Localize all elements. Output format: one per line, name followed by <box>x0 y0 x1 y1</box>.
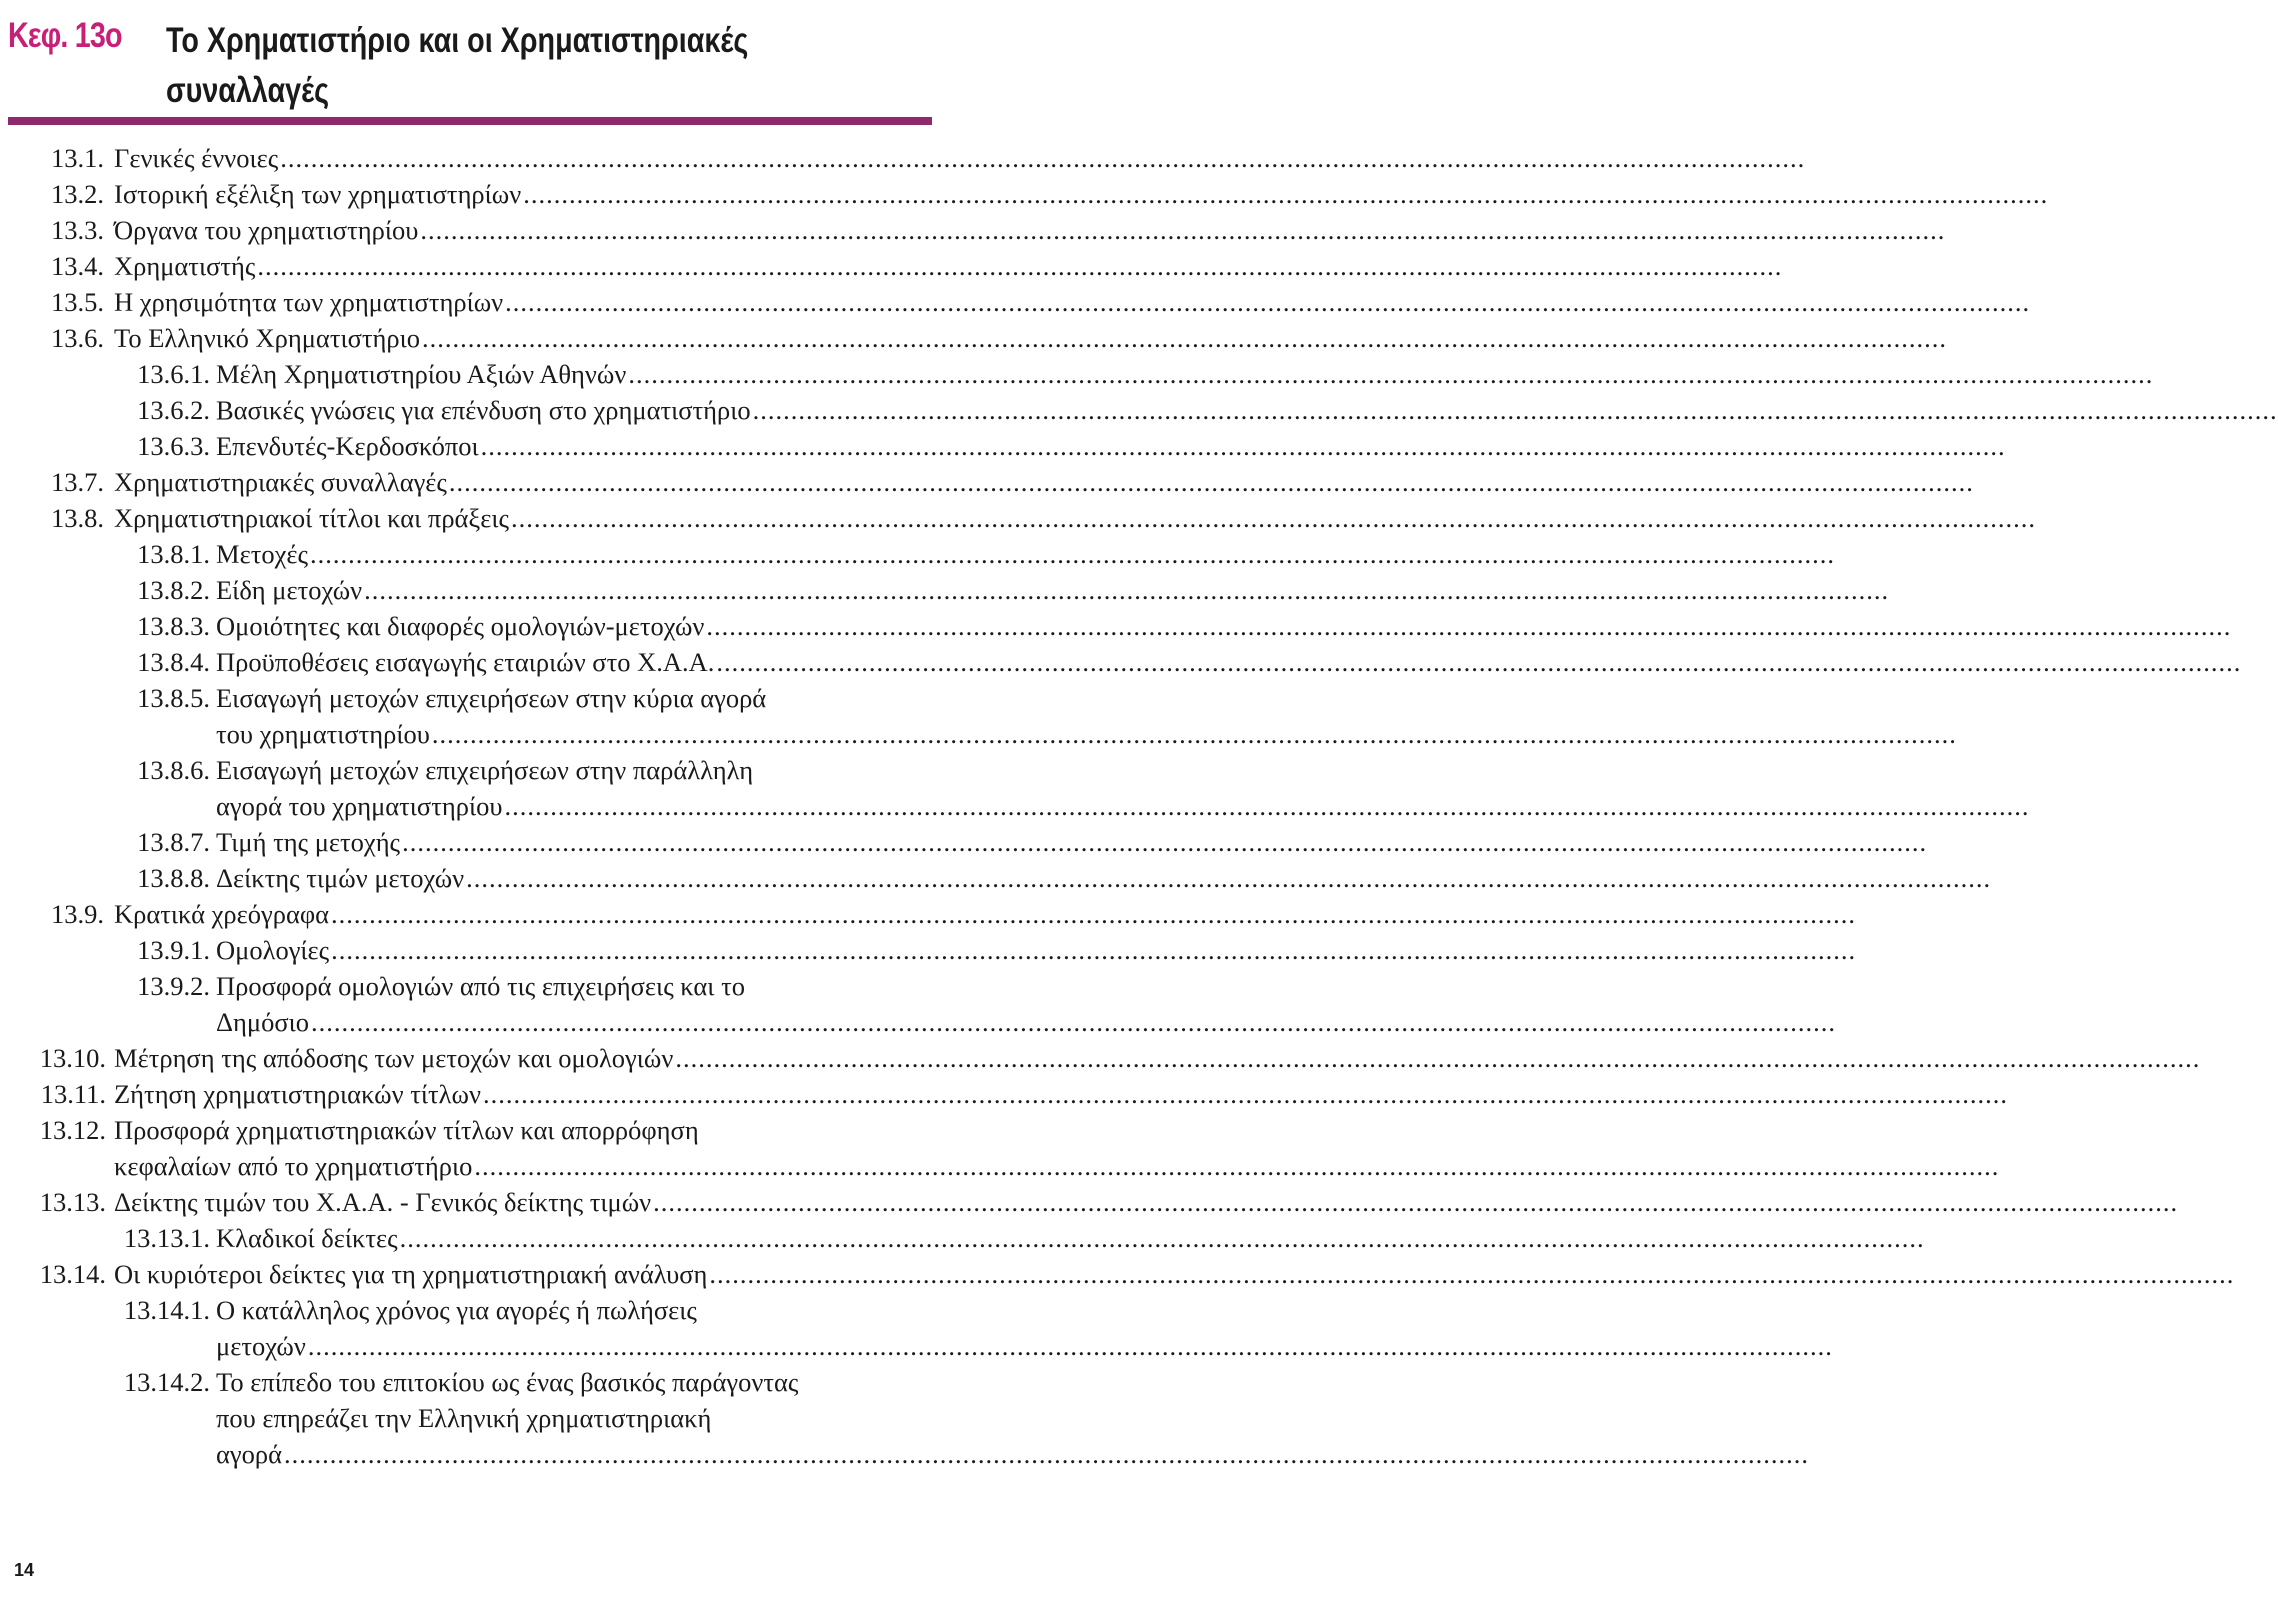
toc-entry-line <box>114 1040 2201 1076</box>
toc-entry-title <box>216 680 1957 752</box>
toc-entry[interactable] <box>0 1220 1925 1256</box>
toc-entry-title <box>216 968 1837 1040</box>
toc-entry-line <box>114 176 2049 212</box>
chapter-title-line: Το Χρηματιστήριο και οι Χρηματιστηριακές <box>166 21 749 60</box>
toc-entry-line <box>216 1400 882 1436</box>
toc-entry-number: 13.8.8. <box>137 863 210 893</box>
toc-entry-title <box>114 140 1806 176</box>
toc-entry[interactable] <box>0 1256 2235 1292</box>
toc-entry-text: Γενικές έννοιες <box>114 143 279 173</box>
toc-entry-line <box>216 356 2154 392</box>
toc-entry-line <box>216 608 2232 644</box>
toc-entry-line <box>216 860 1992 896</box>
toc-entry-number: 13.7. <box>51 467 104 497</box>
toc-entry-title <box>216 392 2278 428</box>
toc-entry-line <box>216 968 882 1004</box>
toc-entry-line <box>216 536 1835 572</box>
toc-entry-line <box>114 1076 2008 1112</box>
dot-leader: ........................................................................................................................................................................................................ <box>752 395 2278 425</box>
dot-leader: ........................................................................................................................................................................................................ <box>482 1079 2008 1109</box>
toc-entry-number: 13.8.7. <box>137 827 210 857</box>
toc-entry-title <box>216 1364 1809 1472</box>
toc-entry-line <box>216 788 2030 824</box>
toc-entry-text: Προϋποθέσεις εισαγωγής εταιριών στο Χ.Α.Α. <box>216 647 715 677</box>
toc-entry-text: αγορά του χρηματιστηρίου <box>216 791 503 821</box>
toc-entry-title <box>114 896 1857 932</box>
toc-entry-title <box>216 752 2030 824</box>
toc-entry-text: Η χρησιμότητα των χρηματιστηρίων <box>114 287 504 317</box>
toc-entry-title <box>216 932 1857 968</box>
toc-entry-title <box>216 1292 1833 1364</box>
toc-entry-line <box>216 1364 882 1400</box>
toc-entry-text: Μέτρηση της απόδοσης των μετοχών και ομολογιών <box>114 1043 674 1073</box>
dot-leader: ........................................................................................................................................................................................................ <box>422 323 1947 353</box>
dot-leader: ........................................................................................................................................................................................................ <box>505 287 2031 317</box>
toc-entry-text: Είδη μετοχών <box>216 575 363 605</box>
toc-entry-title <box>114 1184 2179 1220</box>
toc-entry-text: Το Ελληνικό Χρηματιστήριο <box>114 323 420 353</box>
chapter-title <box>166 16 789 116</box>
toc-entry-title <box>216 428 2006 464</box>
toc-entry-number: 13.9.2. <box>137 971 210 1001</box>
toc-entry-number: 13.5. <box>51 287 104 317</box>
toc-entry-line <box>114 896 1857 932</box>
toc-entry-title <box>114 320 1947 356</box>
toc-entry[interactable] <box>0 212 1946 248</box>
toc-entry-text: του χρηματιστηρίου <box>216 719 430 749</box>
toc-entry-title <box>114 284 2031 320</box>
toc-entry-text: Δείκτης τιμών του Χ.Α.Α. - Γενικός δείκτης τιμών <box>114 1187 652 1217</box>
dot-leader: ........................................................................................................................................................................................................ <box>504 791 2030 821</box>
toc-entry-line <box>216 1220 1925 1256</box>
toc-entry-text: Ζήτηση χρηματιστηριακών τίτλων <box>114 1079 481 1109</box>
toc-entry-text: Κλαδικοί δείκτες <box>216 1223 398 1253</box>
toc-entry[interactable] <box>0 284 2031 320</box>
toc-entry-title <box>114 500 2036 536</box>
toc-entry[interactable] <box>0 428 2006 464</box>
toc-entry[interactable] <box>0 356 2154 392</box>
toc-entry-line <box>114 248 1783 284</box>
toc-entry-line <box>216 1328 1833 1364</box>
toc-entry-number: 13.8.2. <box>137 575 210 605</box>
toc-entry-text: Δημόσιο <box>216 1007 310 1037</box>
dot-leader: ........................................................................................................................................................................................................ <box>331 899 1857 929</box>
toc-entry-text: Επενδυτές-Κερδοσκόποι <box>216 431 479 461</box>
toc-entry-number: 13.14.2. <box>123 1367 210 1397</box>
toc-entry-title <box>216 608 2232 644</box>
toc-entry-text: κεφαλαίων από το χρηματιστήριο <box>114 1151 473 1181</box>
toc-entry[interactable] <box>0 968 1837 1040</box>
toc-entry-number: 13.4. <box>51 251 104 281</box>
toc-entry-text: Δείκτης τιμών μετοχών <box>216 863 465 893</box>
dot-leader: ........................................................................................................................................................................................................ <box>706 611 2232 641</box>
toc-entry[interactable] <box>0 320 1947 356</box>
page-number: 14 <box>14 1560 35 1580</box>
toc-entry-line <box>216 1004 1837 1040</box>
toc-entry-text: Βασικές γνώσεις για επένδυση στο χρηματιστήριο <box>216 395 751 425</box>
dot-leader: ........................................................................................................................................................................................................ <box>311 1007 1837 1037</box>
dot-leader: ........................................................................................................................................................................................................ <box>511 503 2036 533</box>
toc-entry-line <box>114 500 2036 536</box>
dot-leader: ........................................................................................................................................................................................................ <box>309 539 1835 569</box>
toc-entry-title <box>216 644 2242 680</box>
dot-leader: ........................................................................................................................................................................................................ <box>523 179 2049 209</box>
toc-entry[interactable] <box>0 1076 2008 1112</box>
toc-entry-number: 13.8. <box>51 503 104 533</box>
toc-entry[interactable] <box>0 860 1992 896</box>
toc-entry-number: 13.14.1. <box>123 1295 210 1325</box>
dot-leader: ........................................................................................................................................................................................................ <box>283 1439 1809 1469</box>
dot-leader: ........................................................................................................................................................................................................ <box>628 359 2154 389</box>
dot-leader: ........................................................................................................................................................................................................ <box>431 719 1957 749</box>
toc-entry[interactable] <box>0 824 1928 860</box>
toc-entry-text: Κρατικά χρεόγραφα <box>114 899 330 929</box>
toc-entry-line <box>216 680 882 716</box>
toc-entry-line <box>216 428 2006 464</box>
toc-entry-title <box>114 1040 2201 1076</box>
toc-entry-text: που επηρεάζει την Ελληνική χρηματιστηριακή <box>216 1403 712 1433</box>
toc-entry-text: Ομολογίες <box>216 935 330 965</box>
toc-entry-text: μετοχών <box>216 1331 306 1361</box>
toc-entry[interactable] <box>0 536 1835 572</box>
toc-entry-line <box>114 1184 2179 1220</box>
toc-entry-number: 13.3. <box>51 215 104 245</box>
dot-leader: ........................................................................................................................................................................................................ <box>466 863 1992 893</box>
toc-entry-number: 13.6. <box>51 323 104 353</box>
toc-entry-number: 13.13.1. <box>123 1223 210 1253</box>
toc-entry-number: 13.9.1. <box>137 935 210 965</box>
toc-entry-number: 13.1. <box>51 143 104 173</box>
toc-entry-text: Το επίπεδο του επιτοκίου ως ένας βασικός παράγοντας <box>216 1367 799 1397</box>
toc-entry[interactable] <box>0 572 1890 608</box>
toc-entry-title <box>216 824 1928 860</box>
toc-entry-line <box>114 140 1806 176</box>
toc-entry-line <box>216 752 882 788</box>
toc-entry-line <box>114 320 1947 356</box>
toc-entry[interactable] <box>0 176 2049 212</box>
toc-entry-line <box>216 1292 882 1328</box>
toc-entry[interactable] <box>0 140 1806 176</box>
dot-leader: ........................................................................................................................................................................................................ <box>307 1331 1833 1361</box>
toc-entry-text: Προσφορά ομολογιών από τις επιχειρήσεις και το <box>216 971 745 1001</box>
toc-entry[interactable] <box>0 1040 2201 1076</box>
toc-entry-text: Χρηματιστηριακοί τίτλοι και πράξεις <box>114 503 509 533</box>
toc-entry-text: Μέλη Χρηματιστηρίου Αξιών Αθηνών <box>216 359 627 389</box>
dot-leader: ........................................................................................................................................................................................................ <box>364 575 1890 605</box>
toc-entry-text: Μετοχές <box>216 539 308 569</box>
toc-entry-title <box>114 1112 2000 1184</box>
toc-entry-number: 13.8.4. <box>137 647 210 677</box>
chapter-label: Κεφ. 13ο <box>8 16 122 55</box>
dot-leader: ........................................................................................................................................................................................................ <box>280 143 1806 173</box>
dot-leader: ........................................................................................................................................................................................................ <box>716 647 2242 677</box>
dot-leader: ........................................................................................................................................................................................................ <box>399 1223 1925 1253</box>
toc-entry-text: Ο κατάλληλος χρόνος για αγορές ή πωλήσεις <box>216 1295 697 1325</box>
toc-entry-number: 13.8.1. <box>137 539 210 569</box>
toc-entry-text: αγορά <box>216 1439 282 1469</box>
dot-leader: ........................................................................................................................................................................................................ <box>331 935 1857 965</box>
toc-entry[interactable] <box>0 464 1974 500</box>
toc-entry-line <box>216 572 1890 608</box>
dot-leader: ........................................................................................................................................................................................................ <box>474 1151 2000 1181</box>
dot-leader: ........................................................................................................................................................................................................ <box>675 1043 2201 1073</box>
header-divider <box>8 117 932 125</box>
toc-entry-line <box>216 392 2278 428</box>
toc-entry-title <box>216 1220 1925 1256</box>
toc-entry[interactable] <box>0 1184 2179 1220</box>
toc-entry-line <box>114 284 2031 320</box>
toc-entry-number: 13.10. <box>39 1043 106 1073</box>
toc-entry-line <box>216 1436 1809 1472</box>
dot-leader: ........................................................................................................................................................................................................ <box>420 215 1946 245</box>
toc-entry-title <box>216 860 1992 896</box>
toc-entry-line <box>216 644 2242 680</box>
toc-entry-title <box>216 572 1890 608</box>
toc-entry-title <box>114 1256 2235 1292</box>
toc-entry-text: Χρηματιστηριακές συναλλαγές <box>114 467 447 497</box>
dot-leader: ........................................................................................................................................................................................................ <box>402 827 1928 857</box>
toc-entry-title <box>114 464 1974 500</box>
toc-entry-text: Χρηματιστής <box>114 251 256 281</box>
toc-entry-text: Τιμή της μετοχής <box>216 827 401 857</box>
dot-leader: ........................................................................................................................................................................................................ <box>257 251 1783 281</box>
toc-entry[interactable] <box>0 1364 1809 1472</box>
toc-entry[interactable] <box>0 500 2036 536</box>
toc-entry-number: 13.6.1. <box>137 359 210 389</box>
toc-entry-text: Εισαγωγή μετοχών επιχειρήσεων στην κύρια αγορά <box>216 683 767 713</box>
toc-entry-title <box>114 1076 2008 1112</box>
toc-entry-line <box>114 1112 882 1148</box>
toc-entry-title <box>216 536 1835 572</box>
toc-entry[interactable] <box>0 680 1957 752</box>
toc-entry-line <box>216 932 1857 968</box>
toc-entry[interactable] <box>0 752 2030 824</box>
toc-entry-number: 13.12. <box>39 1115 106 1145</box>
toc-entry[interactable] <box>0 248 1783 284</box>
toc-entry-text: Εισαγωγή μετοχών επιχειρήσεων στην παράλληλη <box>216 755 754 785</box>
dot-leader: ........................................................................................................................................................................................................ <box>448 467 1974 497</box>
toc-entry-number: 13.6.3. <box>137 431 210 461</box>
toc-entry-number: 13.2. <box>51 179 104 209</box>
toc-entry[interactable] <box>0 896 1857 932</box>
toc-entry-line <box>216 824 1928 860</box>
toc-entry-number: 13.14. <box>39 1259 106 1289</box>
toc-entry[interactable] <box>0 392 2278 428</box>
toc-entry-line <box>216 716 1957 752</box>
toc-entry-title <box>114 248 1783 284</box>
toc-entry-number: 13.6.2. <box>137 395 210 425</box>
toc-entry[interactable] <box>0 932 1857 968</box>
dot-leader: ........................................................................................................................................................................................................ <box>709 1259 2235 1289</box>
toc-entry-line <box>114 1256 2235 1292</box>
toc-entry-text: Όργανα του χρηματιστηρίου <box>114 215 419 245</box>
toc-entry[interactable] <box>0 608 2232 644</box>
toc-entry-text: Προσφορά χρηματιστηριακών τίτλων και απορρόφηση <box>114 1115 699 1145</box>
toc-entry-title <box>216 356 2154 392</box>
toc-entry[interactable] <box>0 1292 1833 1364</box>
toc-entry-text: Ομοιότητες και διαφορές ομολογιών-μετοχών <box>216 611 705 641</box>
toc-entry-number: 13.11. <box>40 1079 106 1109</box>
toc-entry-number: 13.13. <box>39 1187 106 1217</box>
toc-entry[interactable] <box>0 644 2242 680</box>
toc-entry-title <box>114 212 1946 248</box>
toc-entry-line <box>114 1148 2000 1184</box>
toc-entry-number: 13.8.5. <box>137 683 210 713</box>
toc-entry-line <box>114 464 1974 500</box>
toc-entry-number: 13.8.6. <box>137 755 210 785</box>
toc-entry-text: Ιστορική εξέλιξη των χρηματιστηρίων <box>114 179 522 209</box>
chapter-title-line: συναλλαγές <box>166 71 330 110</box>
dot-leader: ........................................................................................................................................................................................................ <box>653 1187 2179 1217</box>
toc-entry-number: 13.8.3. <box>137 611 210 641</box>
dot-leader: ........................................................................................................................................................................................................ <box>480 431 2006 461</box>
toc-entry-title <box>114 176 2049 212</box>
toc-entry-number: 13.9. <box>51 899 104 929</box>
toc-entry-text: Οι κυριότεροι δείκτες για τη χρηματιστηριακή ανάλυση <box>114 1259 708 1289</box>
toc-entry-line <box>114 212 1946 248</box>
toc-entry[interactable] <box>0 1112 2000 1184</box>
